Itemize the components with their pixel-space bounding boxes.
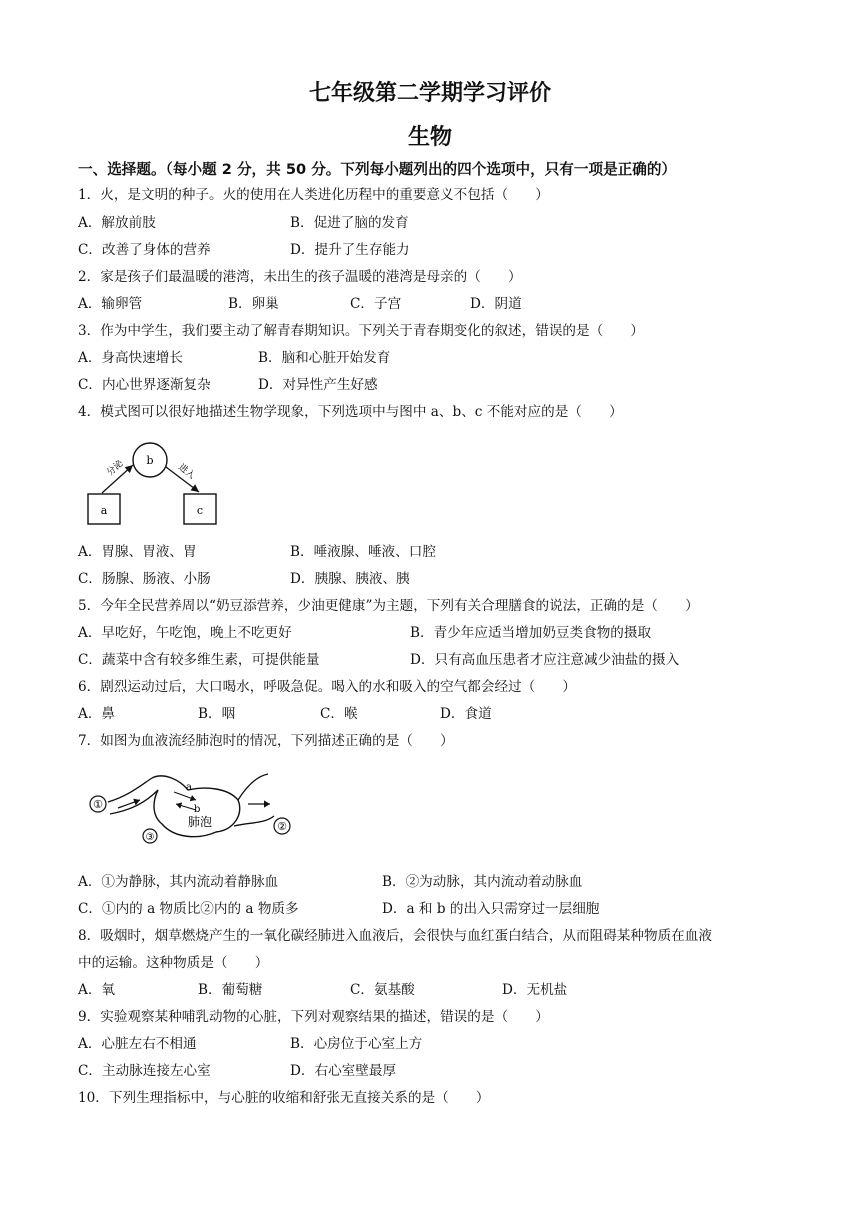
q7-label-a: a bbox=[186, 782, 192, 793]
q6-option-b: B．咽 bbox=[198, 706, 236, 722]
q4-arrow-left-label: 分泌 bbox=[105, 458, 126, 479]
q6-option-a: A．鼻 bbox=[78, 706, 116, 722]
q4-label-c: c bbox=[196, 504, 204, 517]
q4-diagram bbox=[82, 432, 230, 532]
q2-option-a: A．输卵管 bbox=[78, 296, 143, 312]
q1-option-c: C．改善了身体的营养 bbox=[78, 242, 211, 258]
q8-option-c: C．氨基酸 bbox=[350, 982, 415, 998]
q1-stem: 1．火，是文明的种子。火的使用在人类进化历程中的重要意义不包括（ ） bbox=[78, 187, 549, 203]
q9-option-b: B．心房位于心室上方 bbox=[290, 1036, 423, 1052]
q8-stem-line1: 8．吸烟时，烟草燃烧产生的一氧化碳经肺进入血液后，会很快与血红蛋白结合，从而阻碍某种物质在血液 bbox=[78, 928, 712, 944]
q3-option-c: C．内心世界逐渐复杂 bbox=[78, 377, 211, 393]
q3-option-d: D．对异性产生好感 bbox=[258, 377, 378, 393]
q3-option-a: A．身高快速增长 bbox=[78, 350, 183, 366]
q6-stem: 6．剧烈运动过后，大口喝水，呼吸急促。喝入的水和吸入的空气都会经过（ ） bbox=[78, 679, 577, 695]
q7-label-b: b bbox=[194, 804, 201, 815]
q6-option-d: D．食道 bbox=[440, 706, 492, 722]
q3-stem: 3．作为中学生，我们要主动了解青春期知识。下列关于青春期变化的叙述，错误的是（ ） bbox=[78, 323, 644, 339]
q7-stem: 7．如图为血液流经肺泡时的情况，下列描述正确的是（ ） bbox=[78, 733, 454, 749]
q8-stem-line2: 中的运输。这种物质是（ ） bbox=[78, 955, 269, 971]
q7-label-alveolus: 肺泡 bbox=[188, 815, 213, 829]
q4-option-c: C．肠腺、肠液、小肠 bbox=[78, 571, 211, 587]
q4-option-b: B．唾液腺、唾液、口腔 bbox=[290, 544, 436, 560]
q3-option-b: B．脑和心脏开始发育 bbox=[258, 350, 391, 366]
q4-label-b: b bbox=[146, 454, 154, 467]
q7-marker-2: ② bbox=[277, 820, 287, 833]
section-heading: 一、选择题。（每小题 2 分，共 50 分。下列每小题列出的四个选项中，只有一项是正确的） bbox=[78, 161, 677, 178]
q4-label-a: a bbox=[100, 504, 108, 517]
q1-option-a: A．解放前肢 bbox=[78, 215, 156, 231]
q4-option-d: D．胰腺、胰液、胰 bbox=[290, 571, 410, 587]
q4-option-a: A．胃腺、胃液、胃 bbox=[78, 544, 197, 560]
subject-title: 生物 bbox=[407, 125, 452, 150]
q2-option-c: C．子宫 bbox=[350, 296, 402, 312]
q7-option-a: A．①为静脉，其内流动着静脉血 bbox=[78, 874, 279, 890]
q7-marker-3: ③ bbox=[145, 832, 155, 843]
q5-option-a: A．早吃好，午吃饱，晚上不吃更好 bbox=[78, 625, 292, 641]
q5-stem: 5．今年全民营养周以“奶豆添营养，少油更健康”为主题，下列有关合理膳食的说法，正确的是（ ） bbox=[78, 598, 699, 614]
q8-option-d: D．无机盐 bbox=[502, 982, 568, 998]
q7-diagram bbox=[88, 764, 300, 856]
q8-option-a: A．氧 bbox=[78, 982, 116, 998]
q5-option-c: C．蔬菜中含有较多维生素，可提供能量 bbox=[78, 652, 320, 668]
q9-option-d: D．右心室壁最厚 bbox=[290, 1063, 397, 1079]
q8-option-b: B．葡萄糖 bbox=[198, 982, 263, 998]
q6-option-c: C．喉 bbox=[320, 706, 358, 722]
q1-option-d: D．提升了生存能力 bbox=[290, 242, 410, 258]
q10-stem: 10．下列生理指标中，与心脏的收缩和舒张无直接关系的是（ ） bbox=[78, 1090, 490, 1106]
q1-option-b: B．促进了脑的发育 bbox=[290, 215, 409, 231]
q9-option-a: A．心脏左右不相通 bbox=[78, 1036, 197, 1052]
q9-option-c: C．主动脉连接左心室 bbox=[78, 1063, 211, 1079]
q4-arrow-right-label: 进入 bbox=[176, 462, 197, 482]
q7-option-d: D．a 和 b 的出入只需穿过一层细胞 bbox=[382, 901, 600, 917]
q7-marker-1: ① bbox=[93, 798, 103, 811]
q5-option-b: B．青少年应适当增加奶豆类食物的摄取 bbox=[410, 625, 652, 641]
q5-option-d: D．只有高血压患者才应注意减少油盐的摄入 bbox=[410, 652, 680, 668]
q7-option-b: B．②为动脉，其内流动着动脉血 bbox=[382, 874, 583, 890]
q2-option-b: B．卵巢 bbox=[228, 296, 279, 312]
q7-option-c: C．①内的 a 物质比②内的 a 物质多 bbox=[78, 901, 299, 917]
exam-title: 七年级第二学期学习评价 bbox=[308, 81, 551, 106]
q9-stem: 9．实验观察某种哺乳动物的心脏，下列对观察结果的描述，错误的是（ ） bbox=[78, 1009, 549, 1025]
q2-option-d: D．阴道 bbox=[470, 296, 522, 312]
q4-stem: 4．模式图可以很好地描述生物学现象，下列选项中与图中 a、b、c 不能对应的是（ ） bbox=[78, 404, 623, 420]
q2-stem: 2．家是孩子们最温暖的港湾，未出生的孩子温暖的港湾是母亲的（ ） bbox=[78, 269, 522, 285]
